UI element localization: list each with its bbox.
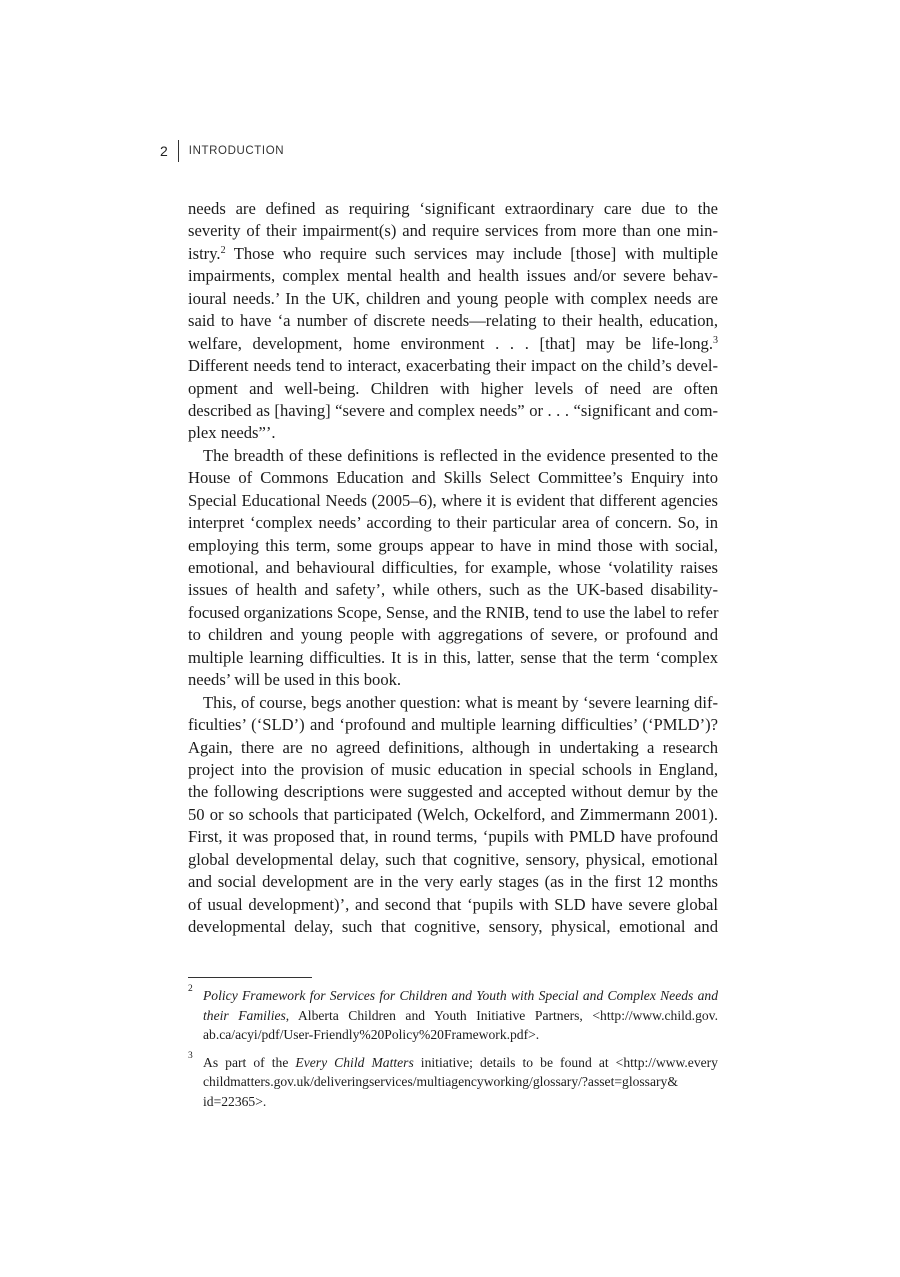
text-line: House of Commons Education and Skills Select Committee’s Enquiry into	[188, 468, 718, 488]
footnote-separator	[188, 977, 312, 978]
footnote	[188, 1050, 718, 1112]
page-number: 2	[160, 143, 168, 159]
text-line: First, it was proposed that, in round terms, ‘pupils with PMLD have profound	[188, 827, 718, 847]
footnote-reference: 2	[220, 244, 226, 256]
text-line: plex needs”’.	[188, 423, 276, 443]
text-line: employing this term, some groups appear to have in mind those with social,	[188, 535, 718, 555]
footnote-line: childmatters.gov.uk/deliveringservices/multiagencyworking/glossary/?asset=glossary&	[203, 1074, 678, 1089]
text-line: ficulties’ (‘SLD’) and ‘profound and multiple learning difficulties’ (‘PMLD’)?	[188, 715, 718, 735]
text-line: impairments, complex mental health and health issues and/or severe behav-	[188, 266, 718, 286]
italic-title: their Families	[203, 1007, 286, 1023]
text-line: Different needs tend to interact, exacerbating their impact on the child’s devel-	[188, 356, 718, 376]
text-line: severity of their impairment(s) and require services from more than one min-	[188, 221, 718, 241]
footnote-line	[203, 986, 718, 1006]
text-line: focused organizations Scope, Sense, and the RNIB, tend to use the label to refer	[188, 602, 719, 622]
text-line: istry.$^2$ Those who require such services may include [those] with multiple	[188, 243, 718, 263]
text-line: said to have ‘a number of discrete needs—relating to their health, education,	[188, 311, 718, 331]
footnote-number: 2	[188, 984, 193, 994]
paragraph	[188, 692, 718, 939]
text-line: of usual development)’, and second that ‘pupils with SLD have severe global	[188, 894, 718, 914]
text-line: and social development are in the very early stages (as in the first 12 months	[188, 872, 718, 892]
text-line: the following descriptions were suggested and accepted without demur by the	[188, 782, 718, 802]
text-line: issues of health and safety’, while others, such as the UK-based disability-	[188, 580, 718, 600]
section-title: INTRODUCTION	[188, 145, 285, 157]
text-line: needs are defined as requiring ‘significant extraordinary care due to the	[188, 199, 718, 218]
text-line: Special Educational Needs (2005–6), where it is evident that different agencies	[188, 490, 718, 510]
text-line: emotional, and behavioural difficulties, for example, whose ‘volatility raises	[188, 558, 718, 577]
text-line: opment and well-being. Children with higher levels of need are often	[188, 378, 718, 398]
text-line: interpret ‘complex needs’ according to their particular area of concern. So, in	[188, 513, 718, 533]
text-line: project into the provision of music education in special schools in England,	[188, 759, 718, 779]
text-line: This, of course, begs another question: what is meant by ‘severe learning dif-	[203, 692, 718, 712]
footnote-reference: 3	[713, 334, 718, 346]
italic-title: Every Child Matters	[295, 1054, 414, 1070]
text-line: ioural needs.’ In the UK, children and young people with complex needs are	[188, 288, 718, 308]
paragraph	[188, 198, 718, 445]
footnote-line: id=22365>.	[203, 1093, 267, 1109]
text-line: to children and young people with aggregations of severe, or profound and	[188, 625, 718, 645]
running-head	[160, 140, 284, 162]
footnote-line: their Families, Alberta Children and Youth Initiative Partners, <http://www.child.gov.	[203, 1007, 718, 1023]
text-line: global developmental delay, such that cognitive, sensory, physical, emotional	[188, 849, 718, 869]
italic-title: Policy Framework for Services for Children and Youth with Special and Complex Needs and	[203, 988, 718, 1003]
body-text	[188, 198, 718, 938]
footnote-line: ab.ca/acyi/pdf/User-Friendly%20Policy%20Framework.pdf>.	[203, 1027, 540, 1042]
text-line: The breadth of these definitions is reflected in the evidence presented to the	[203, 445, 718, 465]
text-line: developmental delay, such that cognitive, sensory, physical, emotional and	[188, 917, 718, 936]
text-line: Again, there are no agreed definitions, although in undertaking a research	[188, 737, 718, 757]
paragraph	[188, 445, 718, 692]
footnotes	[188, 986, 718, 1119]
text-line: welfare, development, home environment . . . [that] may be life-long.$^3$	[188, 333, 718, 353]
text-line: described as [having] “severe and complex needs” or . . . “significant and com-	[188, 400, 718, 420]
footnote-line: As part of the Every Child Matters initiative; details to be found at <http://www.every	[203, 1054, 718, 1070]
footnote-number: 3	[188, 1050, 193, 1061]
text-line: multiple learning difficulties. It is in this, latter, sense that the term ‘complex	[188, 647, 718, 667]
footnote	[188, 986, 718, 1045]
text-line: needs’ will be used in this book.	[188, 670, 402, 690]
text-line: 50 or so schools that participated (Welch, Ockelford, and Zimmermann 2001).	[188, 804, 718, 824]
